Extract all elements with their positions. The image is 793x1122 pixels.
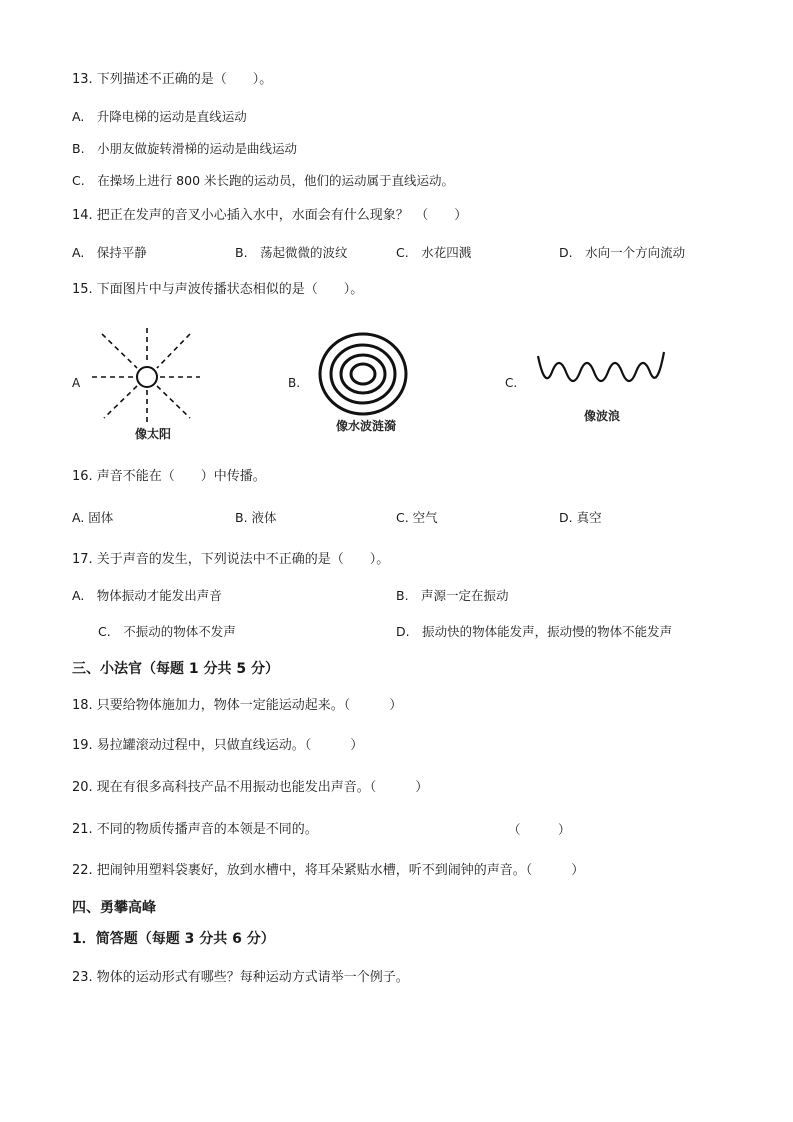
q17-option-d: D. 振动快的物体能发声，振动慢的物体不能发声 bbox=[396, 624, 673, 639]
q14-option-a: A. 保持平静 bbox=[72, 245, 147, 260]
section-4-heading: 四、勇攀高峰 bbox=[72, 900, 156, 916]
q19-stem: 19. 易拉罐滚动过程中，只做直线运动。（ ） bbox=[72, 738, 364, 753]
section-3-heading: 三、小法官（每题 1 分共 5 分） bbox=[72, 661, 279, 677]
q23-stem: 23. 物体的运动形式有哪些？每种运动方式请举一个例子。 bbox=[72, 970, 409, 985]
q14-option-b: B. 荡起微微的波纹 bbox=[235, 245, 348, 260]
q16-stem: 16. 声音不能在（ ）中传播。 bbox=[72, 469, 266, 484]
q14-option-c: C. 水花四溅 bbox=[396, 245, 472, 260]
q16-option-a: A. 固体 bbox=[72, 510, 114, 525]
section-4-subheading: 1．简答题（每题 3 分共 6 分） bbox=[72, 931, 275, 947]
q20-stem: 20. 现在有很多高科技产品不用振动也能发出声音。（ ） bbox=[72, 780, 429, 795]
q13-stem: 13. 下列描述不正确的是（ ）。 bbox=[72, 72, 273, 87]
q13-option-c: C. 在操场上进行 800 米长跑的运动员，他们的运动属于直线运动。 bbox=[72, 173, 455, 188]
sun-rays-figure bbox=[88, 326, 208, 446]
q21-answer-bracket: （ ） bbox=[508, 822, 571, 837]
q17-option-a: A. 物体振动才能发出声音 bbox=[72, 588, 222, 603]
q16-option-b: B. 液体 bbox=[235, 510, 277, 525]
q17-stem: 17. 关于声音的发生，下列说法中不正确的是（ ）。 bbox=[72, 552, 390, 567]
wave-figure bbox=[530, 342, 670, 432]
q15-option-c-label: C. bbox=[505, 376, 518, 390]
water-ripple-figure bbox=[310, 328, 420, 438]
q15-option-a-label: A bbox=[72, 376, 81, 390]
q14-option-d: D. 水向一个方向流动 bbox=[559, 245, 686, 260]
q17-option-b: B. 声源一定在振动 bbox=[396, 588, 509, 603]
q14-stem: 14. 把正在发声的音叉小心插入水中，水面会有什么现象？ （ ） bbox=[72, 208, 468, 223]
q22-stem: 22. 把闹钟用塑料袋裹好，放到水槽中，将耳朵紧贴水槽，听不到闹钟的声音。（ ） bbox=[72, 863, 585, 878]
q18-stem: 18. 只要给物体施加力，物体一定能运动起来。（ ） bbox=[72, 698, 403, 713]
q13-option-a: A. 升降电梯的运动是直线运动 bbox=[72, 109, 247, 124]
q17-option-c: C. 不振动的物体不发声 bbox=[98, 624, 236, 639]
q15-option-b-label: B. bbox=[288, 376, 301, 390]
wave-caption: 像波浪 bbox=[584, 409, 621, 423]
q16-option-d: D. 真空 bbox=[559, 510, 602, 525]
q16-option-c: C. 空气 bbox=[396, 510, 438, 525]
q21-stem: 21. 不同的物质传播声音的本领是不同的。 bbox=[72, 822, 318, 837]
q13-option-b: B. 小朋友做旋转滑梯的运动是曲线运动 bbox=[72, 141, 298, 156]
sun-caption: 像太阳 bbox=[135, 427, 172, 441]
ripple-caption: 像水波涟漪 bbox=[336, 419, 397, 433]
q15-stem: 15. 下面图片中与声波传播状态相似的是（ ）。 bbox=[72, 282, 364, 297]
